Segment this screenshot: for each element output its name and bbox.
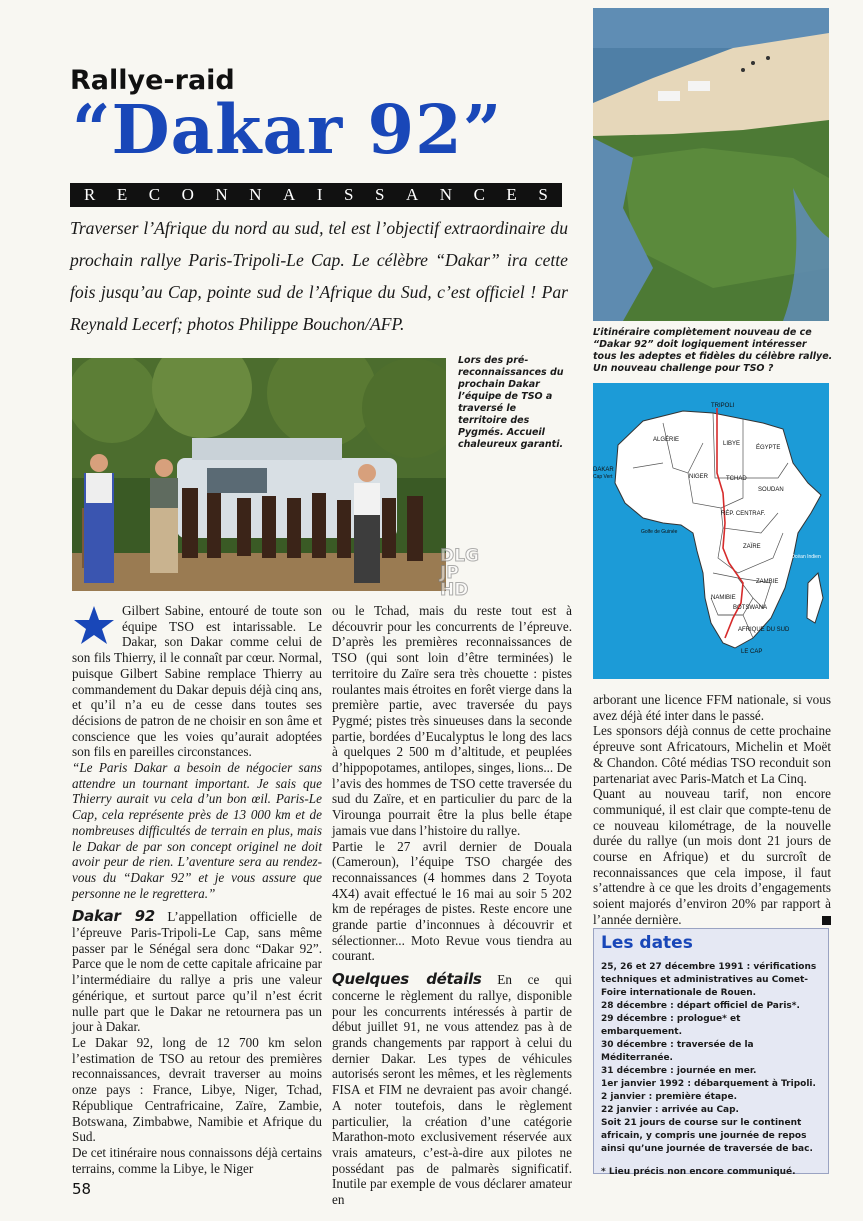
team-photo-caption: Lors des pré-reconnaissances du prochain Dakar l’équipe de TSO a traversé le territoire des Pygmés. Accueil chaleureux garanti.: [458, 355, 564, 450]
map-label: Golfe de Guinée: [641, 529, 678, 535]
paragraph: L’appellation officielle de l’épreuve Paris-Tripoli-Le Cap, sans même passer par le Sénégal sera donc “Dakar 92”. Parce que le nom de cette capitale africaine par l’intermédiaire du rallye a pris une valeur générique, et surtout parce qu’il n’est écrit nulle part que le Dakar ne retournera pas un jour à Dakar.: [72, 909, 322, 1035]
banner-letter: S: [374, 185, 385, 204]
date-entry: 28 décembre : départ officiel de Paris*.: [601, 1001, 800, 1011]
dates-box: [593, 928, 829, 1177]
paragraph: De cet itinéraire nous connaissons déjà certains terrains, comme la Libye, le Niger: [72, 1144, 322, 1176]
map-label: Cap Vert: [593, 474, 613, 480]
dates-title: Les dates: [601, 933, 693, 953]
headline: “Dakar 92”: [72, 90, 503, 169]
africa-route-map: [593, 383, 829, 679]
map-label: BOTSWANA: [733, 605, 768, 611]
banner-letter: S: [538, 185, 548, 204]
aerial-photo-caption: L’itinéraire complètement nouveau de ce “Dakar 92” doit logiquement intéresser tous les adeptes et fidèles du célèbre rallye. Un nouveau challenge pour TSO ?: [593, 327, 833, 374]
map-label: SOUDAN: [758, 487, 784, 493]
paragraph: Quant au nouveau tarif, non encore communiqué, il est clair que compte-tenu de ce nouveau kilométrage, de la nouvelle durée du rallye (un mois dont 21 jours de course en Afrique) et du surcroît de reconnaissances que cela impose, il faut s’attendre à ce que les droits d’engagements soient majorés d’environ 20% par rapport à l’année dernière.: [593, 786, 831, 927]
subheading: Quelques détails: [332, 970, 482, 989]
end-mark: [822, 916, 831, 925]
map-label: Océan Indien: [791, 554, 821, 560]
banner-letter: N: [439, 185, 453, 204]
paragraph: Gilbert Sabine, entouré de toute son équipe TSO est intarissable. Le Dakar, son Dakar comme celui de son fils Thierry, il le connaît par cœur. Normal, puisque Gilbert Sabine remplace Thierry au commandement du Dakar depuis déjà cinq ans, et qu’il n’a eu de cesse dans toutes ses décisions de patron de ne choisir en son âme et conscience que les voies qu’aurait adoptées son fils en pareilles circonstances.: [72, 603, 322, 760]
map-label: NIGER: [689, 474, 709, 480]
banner-letter: N: [249, 185, 262, 204]
map-label: ÉGYPTE: [756, 445, 781, 451]
map-label: LIBYE: [723, 441, 741, 447]
date-entry: 1er janvier 1992 : débarquement à Tripoli.: [601, 1079, 816, 1089]
date-entry: 31 décembre : journée en mer.: [601, 1066, 757, 1076]
date-entry: 29 décembre : prologue* et embarquement.: [601, 1014, 741, 1037]
paragraph: Partie le 27 avril dernier de Douala (Cameroun), l’équipe TSO chargée des reconnaissances (4 hommes dans 2 Toyota 4X4) avait effectué le 16 mai au soir 5 202 km de repérages de pistes. Reste encore une grande partie d’inconnues à découvrir et sélectionner... Moto Revue vous tiendra au courant.: [332, 838, 572, 964]
section-banner: [70, 183, 562, 207]
banner-letter: A: [283, 185, 296, 204]
paragraph: Le Dakar 92, long de 12 700 km selon l’estimation de TSO au retour des premières reconnaissances, devrait traverser au moins onze pays : France, Libye, Niger, Tchad, République Centrafricaine, Zaïre, Zambie, Botswana, Zimbabwe, Namibie et Afrique du Sud.: [72, 1034, 322, 1145]
map-label: NAMIBIE: [711, 595, 736, 601]
banner-letter: C: [473, 185, 485, 204]
date-entry: 2 janvier : première étape.: [601, 1092, 737, 1102]
map-label: RÉP. CENTRAF.: [721, 511, 766, 517]
map-label: ALGÉRIE: [653, 437, 680, 443]
map-label: ZAMBIE: [756, 579, 779, 585]
map-label: ZAÏRE: [743, 544, 761, 550]
banner-letter: C: [148, 185, 161, 204]
page-number: 58: [72, 1180, 92, 1198]
map-label: DAKAR: [593, 467, 614, 473]
banner-letter: E: [116, 185, 128, 204]
article-column-3: [593, 692, 831, 928]
date-entry: 30 décembre : traversée de la Méditerranée.: [601, 1040, 754, 1063]
banner-letter: E: [506, 185, 517, 204]
article-column-1: [72, 603, 322, 1176]
paragraph: Les sponsors déjà connus de cette prochaine épreuve sont Africatours, Michelin et Moët & Chandon. Côté médias TSO reconduit son partenariat avec Paris-Match et La Cinq.: [593, 723, 831, 786]
star-icon: [72, 605, 116, 645]
intro-paragraph: Traverser l’Afrique du nord au sud, tel est l’objectif extraordinaire du prochain rallye Paris-Tripoli-Le Cap. Le célèbre “Dakar” ira cette fois jusqu’au Cap, pointe sud de l’Afrique du Sud, c’est officiel ! Par Reynald Lecerf; photos Philippe Bouchon/AFP.: [70, 218, 568, 334]
team-photo: [72, 358, 446, 591]
kicker: Rallye-raid: [70, 65, 235, 96]
map-label: LE CAP: [741, 649, 763, 655]
dates-note: * Lieu précis non encore communiqué.: [601, 1167, 796, 1177]
date-entry: 25, 26 et 27 décembre 1991 : vérifications techniques et administratives au Comet-Foire internationale de Rouen.: [601, 962, 817, 998]
subheading: Dakar 92: [72, 907, 155, 926]
map-label: AFRIQUE DU SUD: [738, 627, 790, 633]
date-entry: 22 janvier : arrivée au Cap.: [601, 1105, 739, 1115]
aerial-photo: [593, 8, 829, 321]
banner-letter: I: [316, 185, 323, 204]
paragraph: En ce qui concerne le règlement du rallye, disponible pour les concurrents intéressés à partir de début juillet 91, ne vous attendez pas à de grands changements par rapport à celui du dernier Dakar. Les types de véhicules autorisés seront les mêmes, et les règlements FISA et FIM ne devraient pas avoir changé. A noter toutefois, dans le règlement particulier, la création d’une catégorie Marathon-moto exclusivement réservée aux vrais amateurs, c’est-à-dire aux pilotes ne possédant pas de palmarès significatif. Inutile par exemple de vous déclarer amateur en: [332, 972, 572, 1208]
banner-letter: S: [344, 185, 354, 204]
paragraph: arborant une licence FFM nationale, si vous avez déjà été inter dans le passé.: [593, 692, 831, 723]
map-label: TRIPOLI: [711, 403, 735, 409]
date-entry: Soit 21 jours de course sur le continent africain, y compris une journée de repos ainsi qu’une journée de traversée de bac.: [601, 1118, 813, 1154]
banner-letter: A: [405, 185, 419, 204]
paragraph: ou le Tchad, mais du reste tout est à découvrir pour les concurrents de l’épreuve. D’après les premières reconnaissances de TSO (qui sont loin d’être terminées) le territoire du Zaïre sera très chouette : pistes roulantes mais étroites en forêt vierge dans la première partie, avec traversée du pays Pygmé; pistes très sinueuses dans la seconde partie, bordées d’Eucalyptus le long des lacs à quelques 2 500 m d’altitude, et peuplées d’hippopotames, antilopes, singes, lions... De l’avis des hommes de TSO cette traversée du sud du Zaïre, et en particulier du parc de la Virounga pourrait être la plus belle étape jamais vue dans l’histoire du rallye.: [332, 603, 572, 838]
article-column-2: [332, 603, 572, 1208]
watermark: DLG JP HD: [440, 546, 479, 600]
banner-letter: O: [181, 185, 194, 204]
quote: “Le Paris Dakar a besoin de négocier sans attendre un tournant important. Je sais que Thierry aurait vu cela d’un bon œil. Paris-Le Cap, cela représente près de 13 000 km et de nombreuses difficultés de terrain en plus, mais le Dakar de par son concept originel ne doit avoir peur de rien. L’aventure sera au rendez-vous du “Dakar 92” et je vous assure que personne ne le regrettera.”: [72, 760, 322, 901]
map-label: TCHAD: [726, 476, 747, 482]
banner-letter: R: [84, 185, 96, 204]
banner-letter: N: [215, 185, 228, 204]
